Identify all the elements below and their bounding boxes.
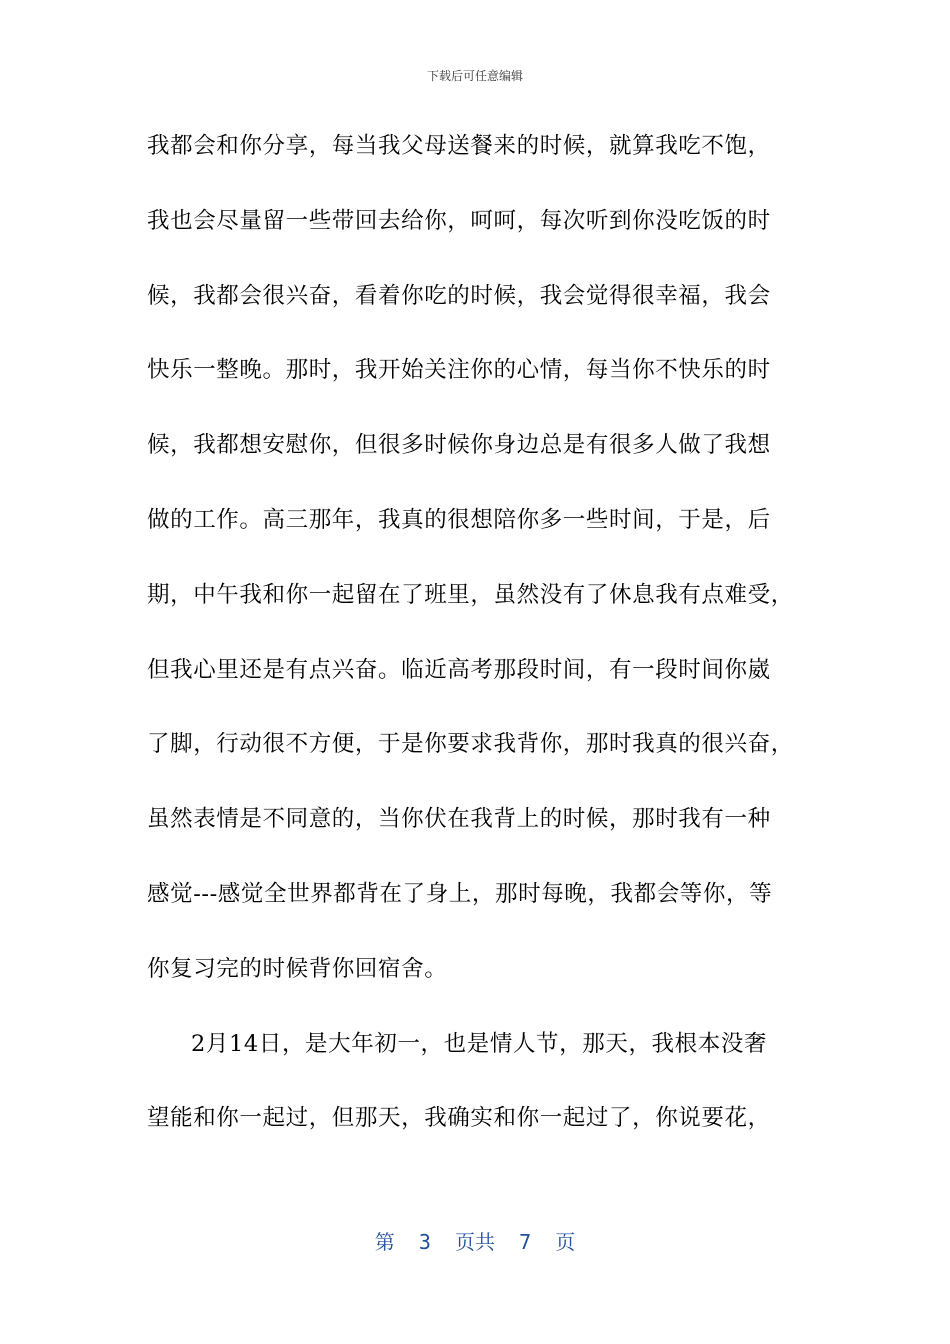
text-line: 你复习完的时候背你回宿舍。 bbox=[147, 955, 448, 982]
text-line: 快乐一整晚。那时，我开始关注你的心情，每当你不快乐的时 bbox=[147, 357, 771, 384]
text-line: 但我心里还是有点兴奋。临近高考那段时间，有一段时间你崴 bbox=[147, 656, 771, 683]
text-line: 感觉---感觉全世界都背在了身上，那时每晚，我都会等你，等 bbox=[147, 880, 773, 907]
text-line: 我都会和你分享，每当我父母送餐来的时候，就算我吃不饱， bbox=[147, 133, 771, 159]
text-line: 候，我都会很兴奋，看着你吃的时候，我会觉得很幸福，我会 bbox=[147, 282, 771, 309]
text-line: 虽然表情是不同意的，当你伏在我背上的时候，那时我有一种 bbox=[147, 806, 771, 833]
text-line: 望能和你一起过，但那天，我确实和你一起过了，你说要花， bbox=[147, 1105, 771, 1132]
text-line: 做的工作。高三那年，我真的很想陪你多一些时间，于是，后 bbox=[147, 506, 771, 533]
text-line: 候，我都想安慰你，但很多时候你身边总是有很多人做了我想 bbox=[147, 432, 771, 459]
document-body bbox=[147, 124, 807, 1171]
page-footer: 第 3 页共 7 页 bbox=[374, 1230, 576, 1254]
text-line: 我也会尽量留一些带回去给你，呵呵，每次听到你没吃饭的时 bbox=[147, 207, 771, 234]
text-line: 期，中午我和你一起留在了班里，虽然没有了休息我有点难受， bbox=[147, 581, 794, 608]
page-header: 下载后可任意编辑 bbox=[426, 69, 523, 83]
text-line: 了脚，行动很不方便，于是你要求我背你，那时我真的很兴奋， bbox=[147, 731, 794, 758]
text-line: 2月14日，是大年初一，也是情人节，那天，我根本没奢 bbox=[191, 1030, 768, 1057]
